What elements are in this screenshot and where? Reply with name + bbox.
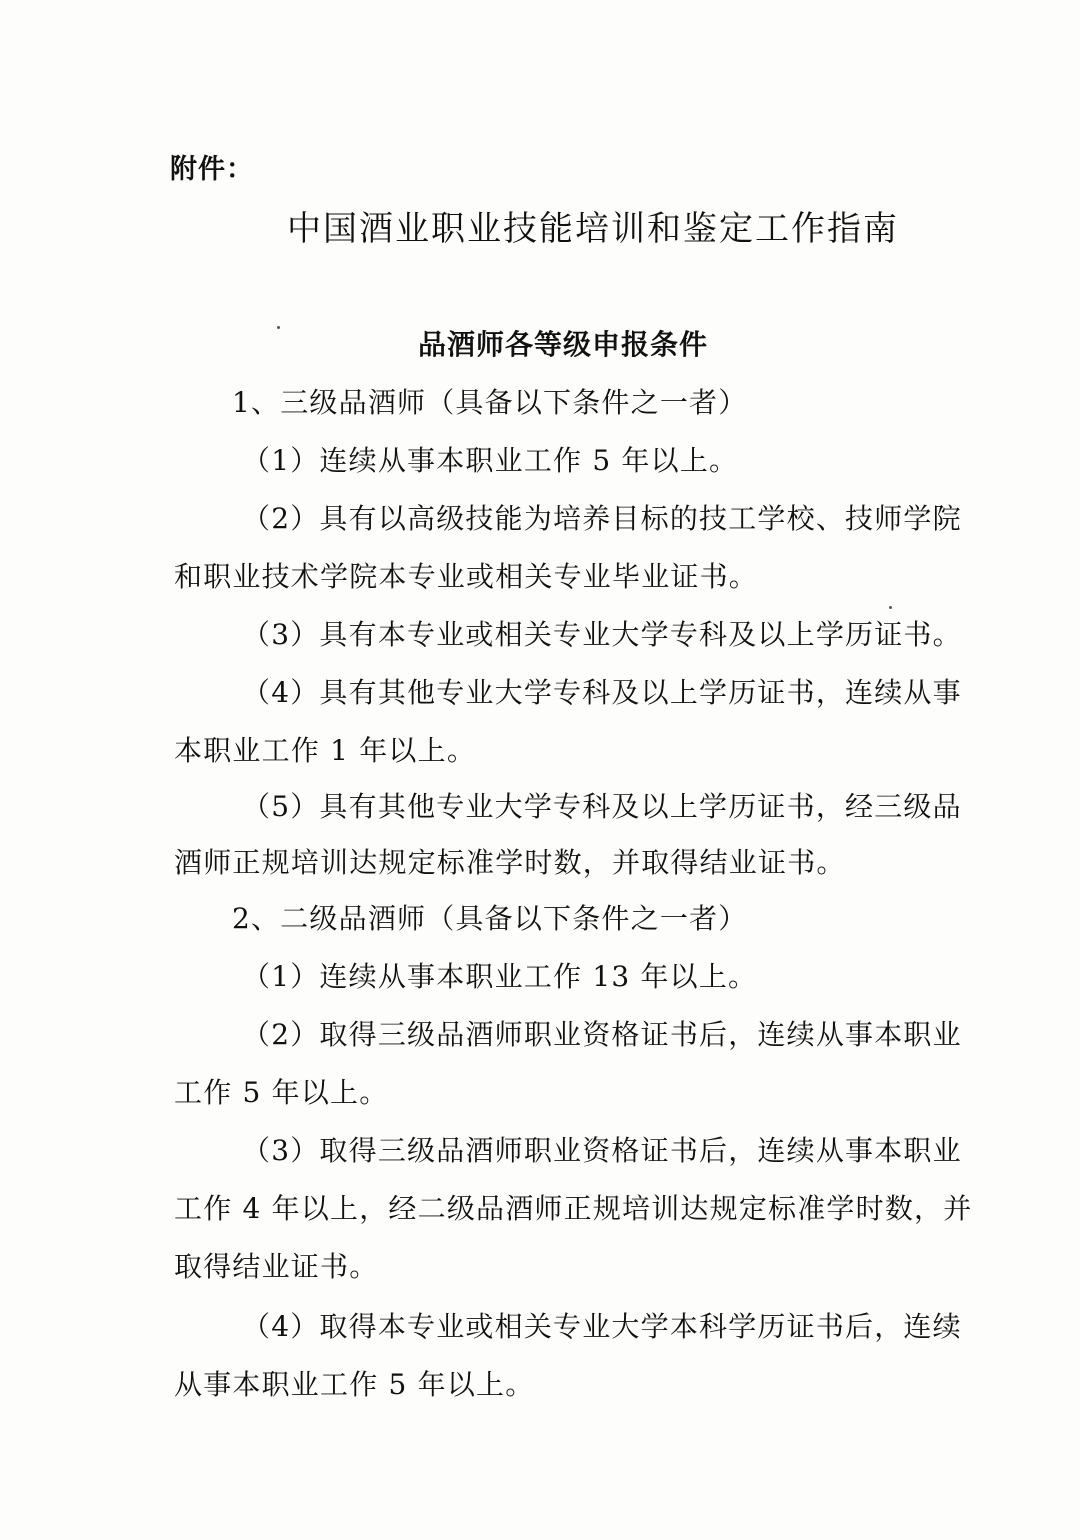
section-title: 品酒师各等级申报条件	[417, 328, 708, 361]
level2-item-3-line-1: （3）取得三级品酒师职业资格证书后，连续从事本职业	[242, 1134, 962, 1167]
level3-item-3-line-1: （3）具有本专业或相关专业大学专科及以上学历证书。	[242, 618, 962, 651]
level3-item-4-line-1: （4）具有其他专业大学专科及以上学历证书，连续从事	[242, 676, 962, 709]
document-title: 中国酒业职业技能培训和鉴定工作指南	[287, 209, 899, 249]
level2-item-3-line-3: 取得结业证书。	[174, 1250, 379, 1283]
level2-item-1-line-1: （1）连续从事本职业工作 13 年以上。	[242, 960, 758, 993]
level2-item-3-line-2: 工作 4 年以上，经二级品酒师正规培训达规定标准学时数，并	[174, 1192, 973, 1225]
level2-item-4-line-1: （4）取得本专业或相关专业大学本科学历证书后，连续	[242, 1310, 962, 1343]
level3-heading: 1、三级品酒师（具备以下条件之一者）	[232, 386, 748, 419]
level3-item-4-line-2: 本职业工作 1 年以上。	[174, 734, 477, 767]
scan-speck	[277, 326, 280, 329]
scan-speck	[889, 606, 892, 609]
level3-item-2-line-2: 和职业技术学院本专业或相关专业毕业证书。	[174, 560, 759, 593]
attachment-label: 附件：	[170, 154, 254, 185]
level2-item-2-line-2: 工作 5 年以上。	[174, 1076, 389, 1109]
level3-item-1-line-1: （1）连续从事本职业工作 5 年以上。	[242, 444, 739, 477]
level2-item-2-line-1: （2）取得三级品酒师职业资格证书后，连续从事本职业	[242, 1018, 962, 1051]
level3-item-2-line-1: （2）具有以高级技能为培养目标的技工学校、技师学院	[242, 502, 962, 535]
level3-item-5-line-1: （5）具有其他专业大学专科及以上学历证书，经三级品	[242, 790, 962, 823]
level2-heading: 2、二级品酒师（具备以下条件之一者）	[232, 902, 748, 935]
level2-item-4-line-2: 从事本职业工作 5 年以上。	[174, 1368, 535, 1401]
level3-item-5-line-2: 酒师正规培训达规定标准学时数，并取得结业证书。	[174, 846, 846, 879]
